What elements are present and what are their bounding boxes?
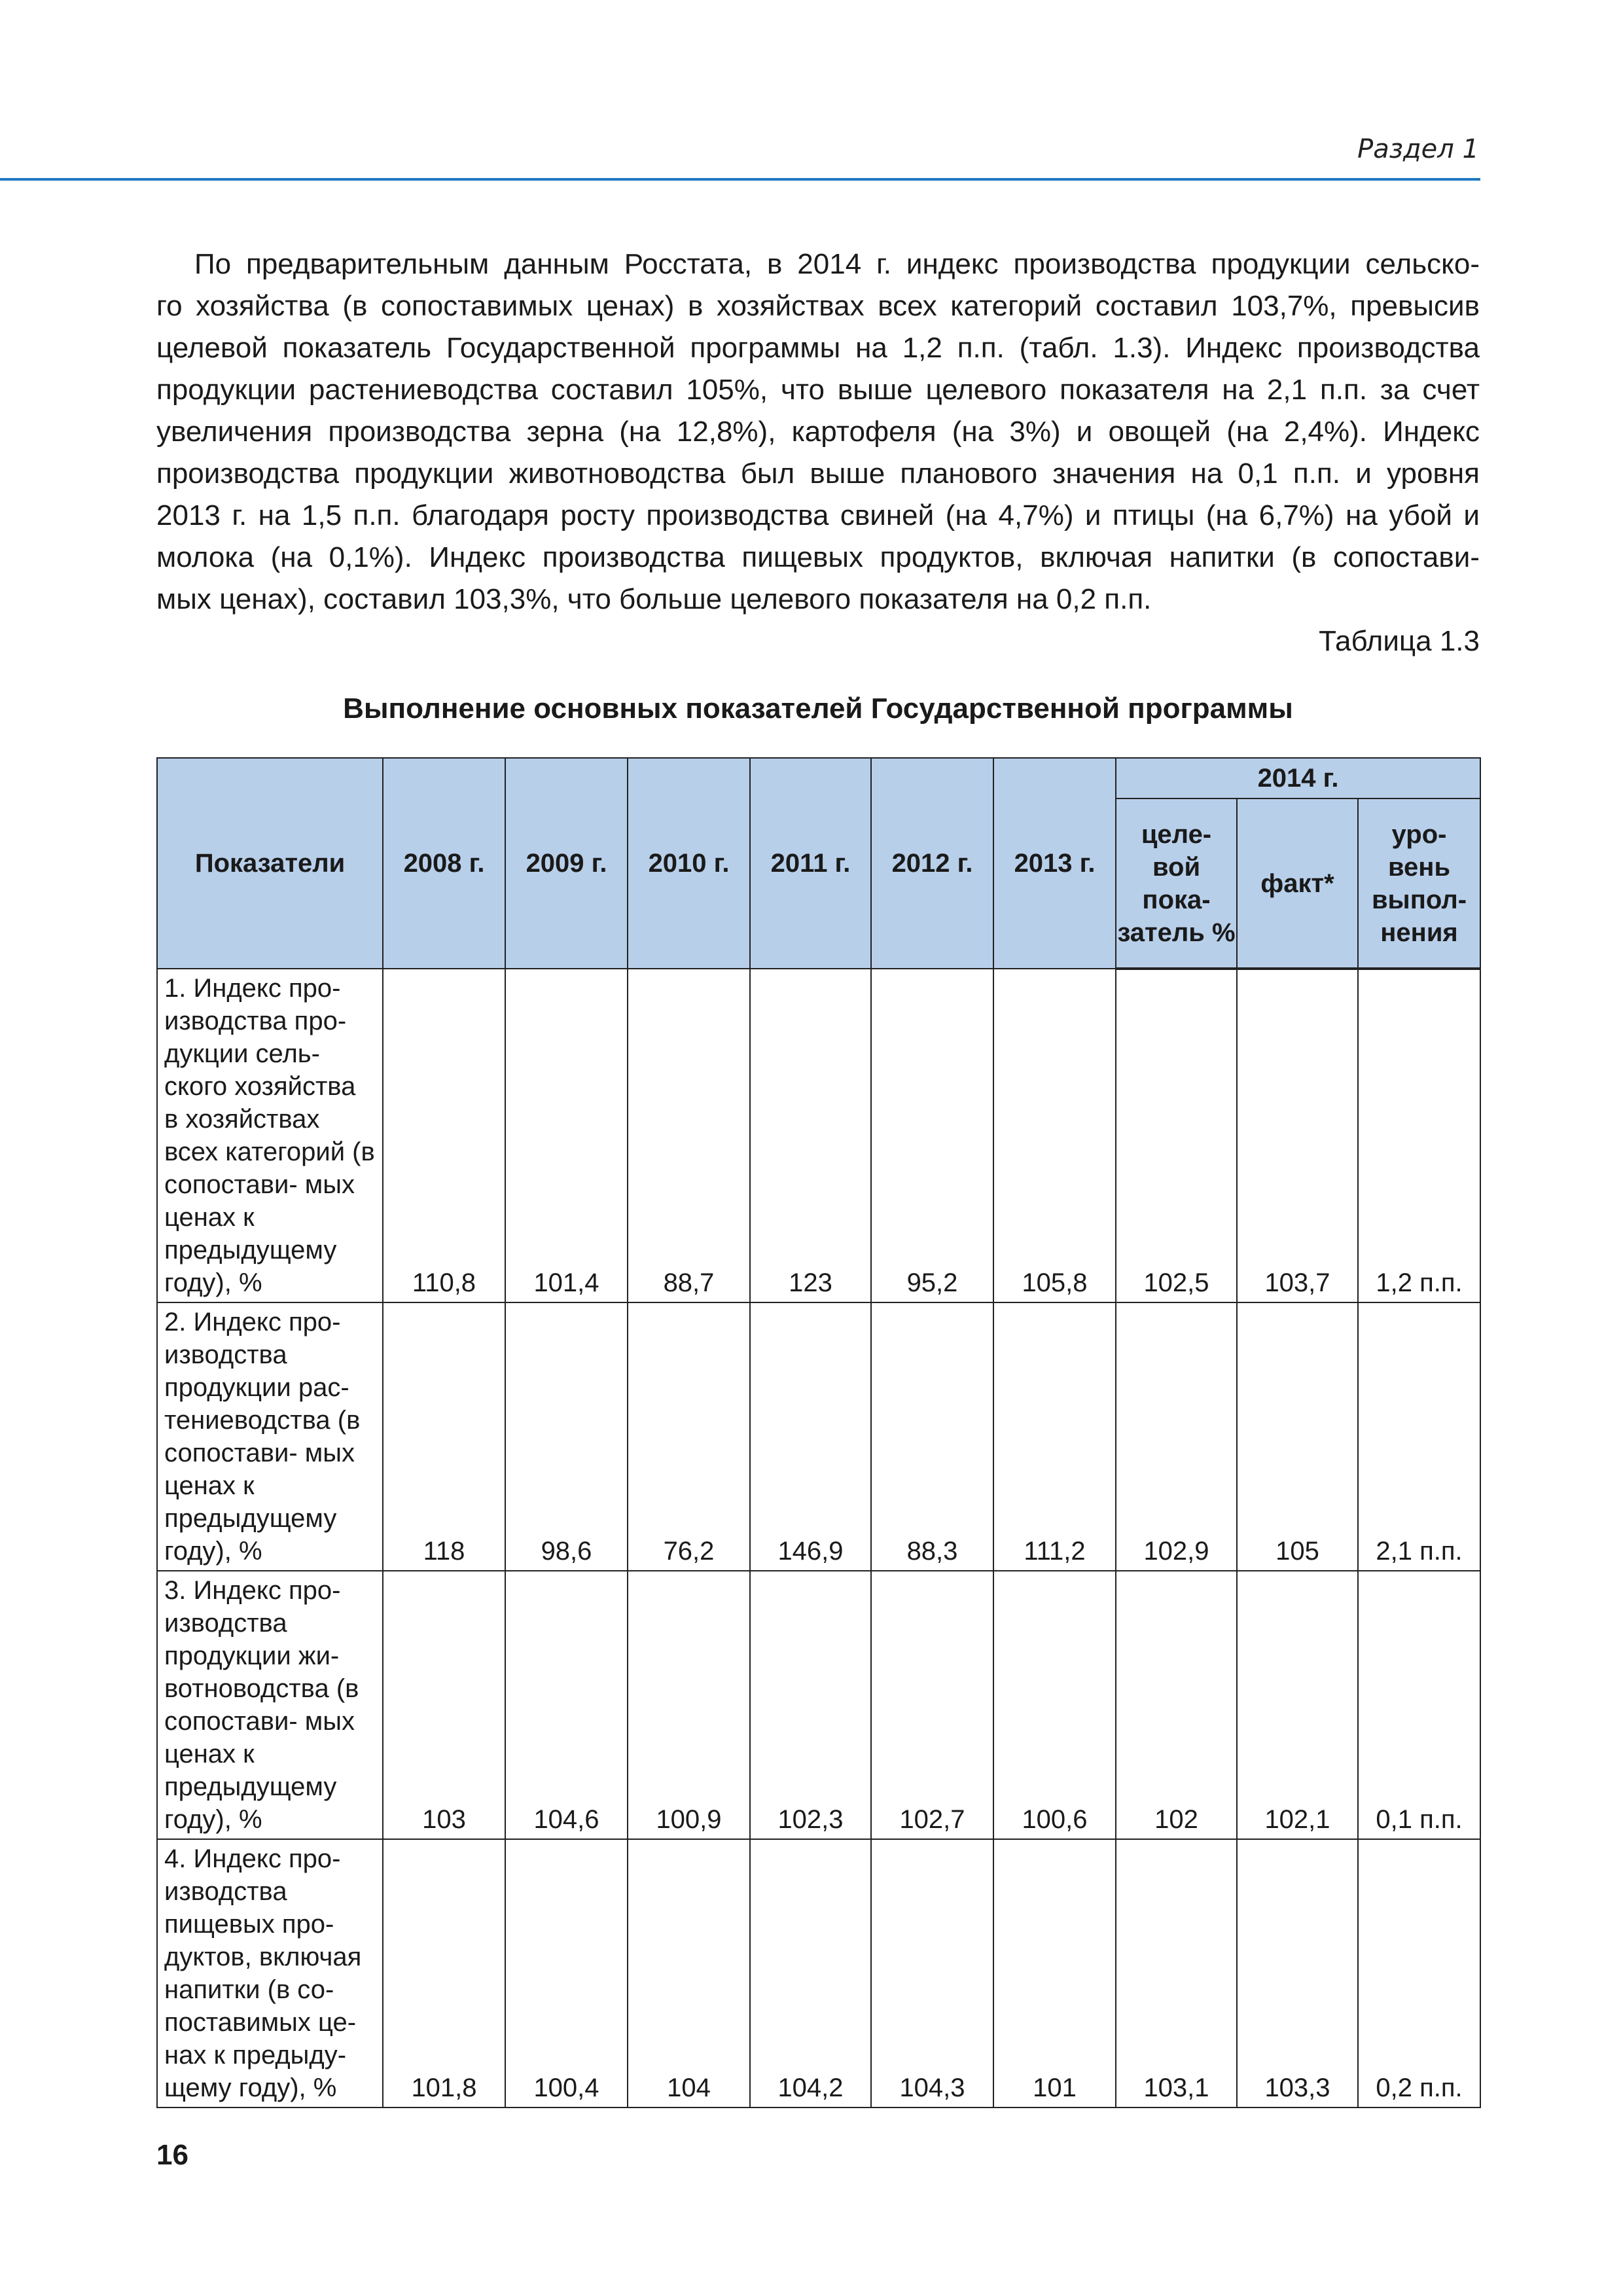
table-cell: 104,6: [505, 1571, 628, 1839]
paragraph-line: По предварительным данным Росстата, в 2014 г. индекс производства продукции сельско-: [194, 248, 1480, 280]
header-fact: факт*: [1237, 798, 1358, 969]
table-cell: 0,1 п.п.: [1358, 1571, 1480, 1839]
paragraph-line: молока (на 0,1%). Индекс производства пищевых продуктов, включая напитки (в сопостави-: [156, 541, 1480, 573]
table-cell: 103: [383, 1571, 505, 1839]
table-cell: 110,8: [383, 969, 505, 1302]
paragraph-line: целевой показатель Государственной программы на 1,2 п.п. (табл. 1.3). Индекс производства: [156, 332, 1480, 364]
header-rule: [0, 178, 1480, 181]
table-title: Выполнение основных показателей Государственной программы: [343, 692, 1293, 725]
table-cell: 76,2: [628, 1302, 750, 1571]
table-cell: 101: [993, 1839, 1116, 2108]
row-label: 2. Индекс про- изводства продукции рас- тениеводства (в сопостави- мых ценах к предыдущему году), %: [157, 1302, 383, 1571]
table-row: [157, 1302, 1480, 1571]
table-cell: 146,9: [750, 1302, 871, 1571]
table-cell: 102: [1116, 1571, 1237, 1839]
paragraph-line: увеличения производства зерна (на 12,8%), картофеля (на 3%) и овощей (на 2,4%). Индекс: [156, 416, 1480, 448]
header-level: уро- вень выпол- нения: [1358, 798, 1480, 969]
table-row: [157, 1839, 1480, 2108]
paragraph-line: 2013 г. на 1,5 п.п. благодаря росту производства свиней (на 4,7%) и птицы (на 6,7%) на убой и: [156, 499, 1480, 531]
paragraph-line: мых ценах), составил 103,3%, что больше целевого показателя на 0,2 п.п.: [156, 583, 1152, 615]
row-label: 3. Индекс про- изводства продукции жи- вотноводства (в сопостави- мых ценах к предыдущему году), %: [157, 1571, 383, 1839]
table-cell: 103,1: [1116, 1839, 1237, 2108]
indicators-table: [156, 757, 1481, 2108]
running-head: Раздел 1: [1357, 134, 1479, 164]
table-cell: 105,8: [993, 969, 1116, 1302]
table-cell: 101,4: [505, 969, 628, 1302]
header-target: целе- вой пока- затель %: [1116, 798, 1237, 969]
table-cell: 100,6: [993, 1571, 1116, 1839]
table-cell: 103,7: [1237, 969, 1358, 1302]
table-cell: 102,7: [871, 1571, 993, 1839]
paragraph-line: го хозяйства (в сопоставимых ценах) в хозяйствах всех категорий составил 103,7%, превысив: [156, 290, 1480, 322]
table-cell: 102,3: [750, 1571, 871, 1839]
table-cell: 100,4: [505, 1839, 628, 2108]
table-cell: 0,2 п.п.: [1358, 1839, 1480, 2108]
table-cell: 102,5: [1116, 969, 1237, 1302]
table-row: [157, 1571, 1480, 1839]
page-number: 16: [156, 2139, 188, 2171]
header-year: 2008 г.: [383, 758, 505, 969]
row-label: 4. Индекс про- изводства пищевых про- дуктов, включая напитки (в со- поставимых це- нах к предыду- щему году), %: [157, 1839, 383, 2108]
header-year: 2013 г.: [993, 758, 1116, 969]
table-cell: 104: [628, 1839, 750, 2108]
header-year: 2012 г.: [871, 758, 993, 969]
table-cell: 103,3: [1237, 1839, 1358, 2108]
table-cell: 88,3: [871, 1302, 993, 1571]
table-cell: 95,2: [871, 969, 993, 1302]
table-cell: 123: [750, 969, 871, 1302]
table-cell: 101,8: [383, 1839, 505, 2108]
table-cell: 2,1 п.п.: [1358, 1302, 1480, 1571]
header-year: 2010 г.: [628, 758, 750, 969]
table-cell: 104,3: [871, 1839, 993, 2108]
paragraph-line: производства продукции животноводства был выше планового значения на 0,1 п.п. и уровня: [156, 457, 1480, 490]
header-indicator: Показатели: [157, 758, 383, 969]
row-label: 1. Индекс про- изводства про- дукции сель- ского хозяйства в хозяйствах всех категорий (в сопостави- мых ценах к предыдущему году), %: [157, 969, 383, 1302]
table-cell: 111,2: [993, 1302, 1116, 1571]
table-cell: 88,7: [628, 969, 750, 1302]
table-number: Таблица 1.3: [1319, 625, 1480, 657]
table-cell: 118: [383, 1302, 505, 1571]
table-cell: 105: [1237, 1302, 1358, 1571]
header-2014-group: 2014 г.: [1116, 758, 1480, 798]
table-cell: 102,9: [1116, 1302, 1237, 1571]
paragraph-line: продукции растениеводства составил 105%, что выше целевого показателя на 2,1 п.п. за счет: [156, 374, 1480, 406]
table-cell: 102,1: [1237, 1571, 1358, 1839]
table-row: [157, 969, 1480, 1302]
table-cell: 100,9: [628, 1571, 750, 1839]
table-cell: 98,6: [505, 1302, 628, 1571]
body-paragraph: [156, 243, 1480, 620]
table-cell: 1,2 п.п.: [1358, 969, 1480, 1302]
header-year: 2011 г.: [750, 758, 871, 969]
header-year: 2009 г.: [505, 758, 628, 969]
table-cell: 104,2: [750, 1839, 871, 2108]
